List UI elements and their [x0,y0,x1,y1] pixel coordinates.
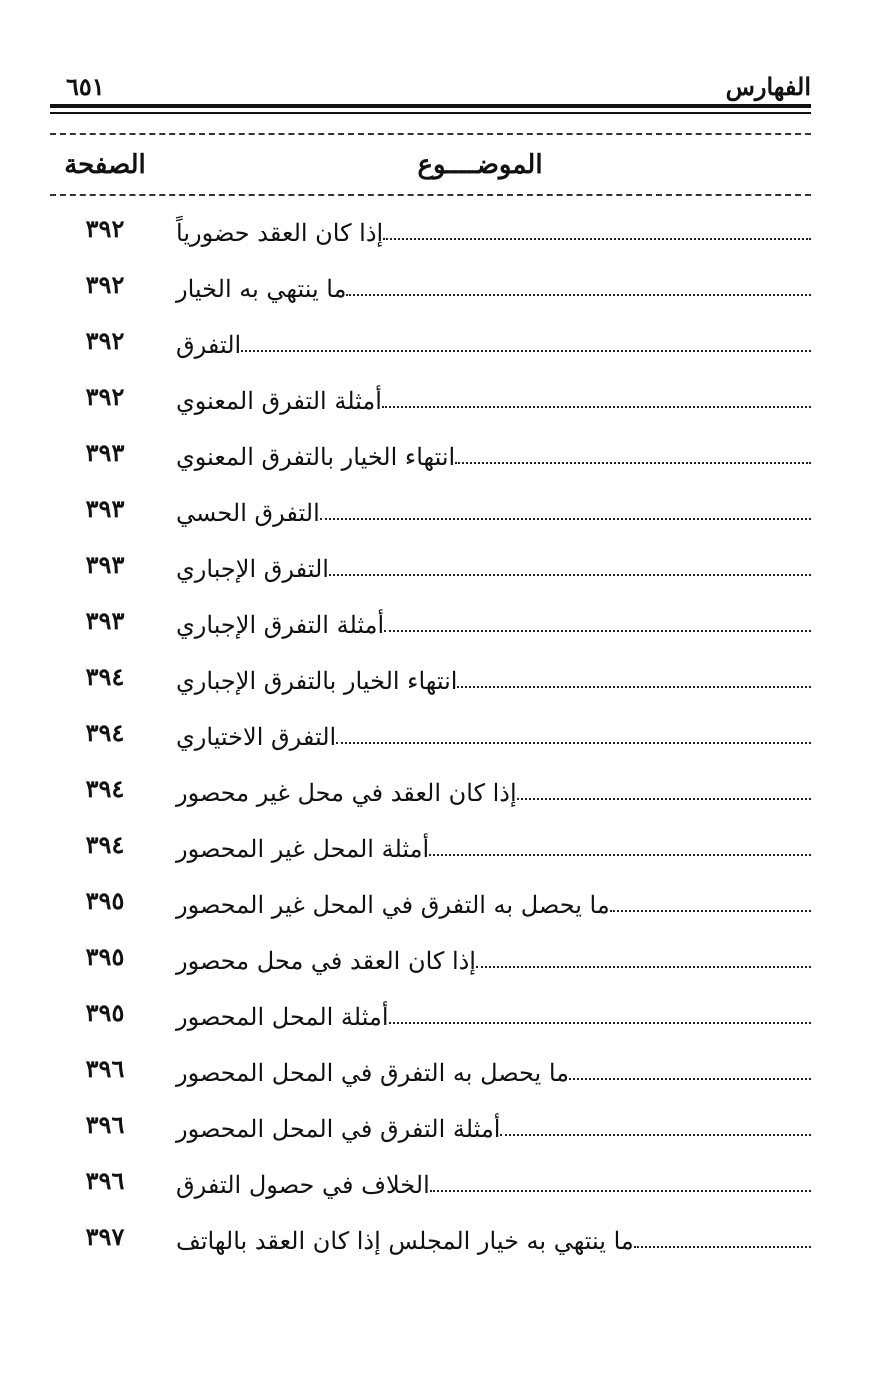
header-rule-thin [50,112,811,114]
toc-entry-line [170,378,811,418]
page-number: ٦٥١ [66,72,105,101]
running-title: الفهارس [725,72,811,101]
dot-leader [346,294,811,296]
toc-entry [50,256,811,312]
toc-entry-page: ٣٩٦ [85,1110,125,1139]
toc-entry-topic: التفرق الاختياري [176,723,337,751]
toc-entry [50,984,811,1040]
toc-entry-topic: ما ينتهي به الخيار [176,275,347,303]
toc-entry [50,424,811,480]
dot-leader [517,798,811,800]
toc-entry-line [170,770,811,810]
dot-leader [430,1190,811,1192]
toc-entry [50,648,811,704]
toc-entry-line [170,1162,811,1202]
toc-entry-line [170,1050,811,1090]
toc-entry-page: ٣٩٢ [85,326,125,355]
toc-entry-page: ٣٩٤ [85,830,125,859]
dot-leader [610,910,811,912]
toc-entry-line [170,1218,811,1258]
dot-leader [383,238,811,240]
dashed-divider-bottom [50,194,811,196]
toc-entry-page: ٣٩٥ [85,998,125,1027]
toc-entry-topic: أمثلة التفرق المعنوي [176,387,382,415]
toc-entry-line [170,546,811,586]
toc-entry-page: ٣٩٦ [85,1166,125,1195]
toc-entry-page: ٣٩٤ [85,774,125,803]
toc-entry-topic: أمثلة التفرق الإجباري [176,611,385,639]
toc-entry-page: ٣٩٣ [85,494,125,523]
toc-entry [50,928,811,984]
toc-entry [50,312,811,368]
toc-entry [50,704,811,760]
toc-entry [50,368,811,424]
dot-leader [336,742,811,744]
toc-entry-line [170,994,811,1034]
dot-leader [384,630,811,632]
column-header-page: الصفحة [64,150,146,180]
toc-entry-topic: ما يحصل به التفرق في المحل المحصور [176,1059,570,1087]
toc-entry-line [170,1106,811,1146]
toc-entry [50,480,811,536]
toc-entry-line [170,210,811,250]
toc-entry-line [170,882,811,922]
column-header-topic: الموضــــوع [417,150,543,180]
toc-entry-page: ٣٩٣ [85,606,125,635]
toc-entry [50,872,811,928]
toc-entry-page: ٣٩٢ [85,270,125,299]
toc-entry-line [170,322,811,362]
toc-entry-line [170,826,811,866]
toc-entry-page: ٣٩٥ [85,886,125,915]
toc-entry-topic: أمثلة المحل غير المحصور [176,835,430,863]
table-of-contents [50,200,811,1264]
toc-entry [50,816,811,872]
toc-entry-page: ٣٩٤ [85,718,125,747]
toc-entry-topic: ما ينتهي به خيار المجلس إذا كان العقد بالهاتف [176,1227,634,1255]
toc-entry-line [170,658,811,698]
toc-entry [50,200,811,256]
dot-leader [457,686,811,688]
toc-entry [50,1040,811,1096]
toc-entry-topic: أمثلة المحل المحصور [176,1003,389,1031]
dot-leader [241,350,811,352]
toc-entry-line [170,434,811,474]
toc-entry-topic: الخلاف في حصول التفرق [176,1171,430,1199]
dot-leader [429,854,811,856]
dot-leader [476,966,811,968]
toc-entry-page: ٣٩٣ [85,438,125,467]
dot-leader [455,462,811,464]
toc-entry [50,1208,811,1264]
toc-entry-page: ٣٩٣ [85,550,125,579]
toc-entry-page: ٣٩٢ [85,214,125,243]
dot-leader [569,1078,811,1080]
dot-leader [329,574,811,576]
toc-entry-topic: التفرق الإجباري [176,555,329,583]
toc-entry-line [170,714,811,754]
dashed-divider-top [50,133,811,135]
toc-entry-line [170,490,811,530]
toc-entry [50,1152,811,1208]
dot-leader [634,1246,811,1248]
dot-leader [320,518,811,520]
toc-entry-line [170,602,811,642]
toc-entry [50,1096,811,1152]
toc-entry-page: ٣٩٦ [85,1054,125,1083]
dot-leader [389,1022,811,1024]
toc-entry-topic: انتهاء الخيار بالتفرق الإجباري [176,667,458,695]
toc-entry [50,536,811,592]
toc-entry-topic: التفرق الحسي [176,499,320,527]
header-rule-thick [50,104,811,108]
toc-entry-topic: التفرق [176,331,242,359]
toc-entry-topic: إذا كان العقد في محل محصور [176,947,476,975]
toc-entry-page: ٣٩٥ [85,942,125,971]
dot-leader [382,406,811,408]
toc-entry-topic: إذا كان العقد حضورياً [176,219,384,247]
dot-leader [500,1134,811,1136]
toc-entry-page: ٣٩٧ [85,1222,125,1251]
toc-entry [50,592,811,648]
toc-entry-line [170,938,811,978]
toc-entry-topic: انتهاء الخيار بالتفرق المعنوي [176,443,456,471]
running-header [50,66,811,104]
toc-entry-page: ٣٩٤ [85,662,125,691]
toc-entry-topic: إذا كان العقد في محل غير محصور [176,779,517,807]
toc-entry-topic: ما يحصل به التفرق في المحل غير المحصور [176,891,610,919]
toc-entry-line [170,266,811,306]
toc-entry-topic: أمثلة التفرق في المحل المحصور [176,1115,501,1143]
toc-entry [50,760,811,816]
toc-entry-page: ٣٩٢ [85,382,125,411]
